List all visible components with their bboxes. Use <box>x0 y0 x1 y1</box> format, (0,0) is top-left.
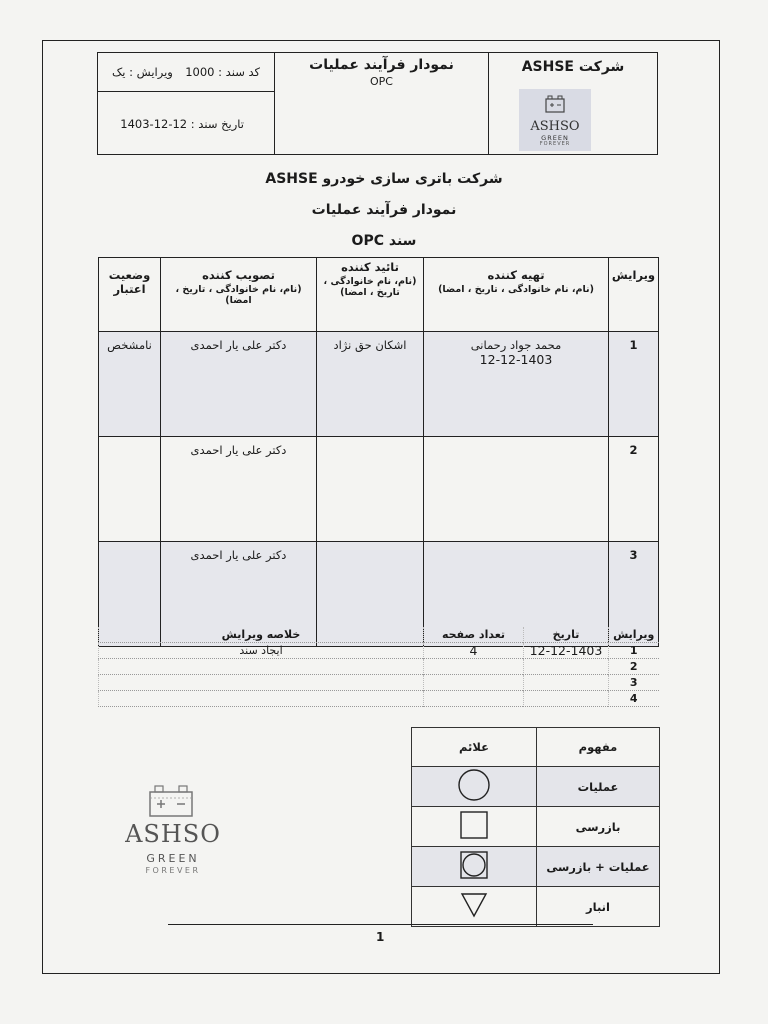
table-row: 3 <box>99 675 659 691</box>
legend-row: عملیات + بازرسی <box>412 847 660 887</box>
divider <box>98 91 274 92</box>
legend-row: انبار <box>412 887 660 927</box>
table-row: 2 دکتر علی یار احمدی <box>99 437 659 542</box>
title-line-2: نمودار فرآیند عملیات <box>311 202 457 218</box>
table-row: 4 <box>99 691 659 707</box>
col-symbol: علائم <box>412 728 537 767</box>
symbol-legend-table <box>411 727 660 927</box>
col-rev-num: ویرایش <box>609 627 659 643</box>
doc-code: کد سند : 1000 <box>185 65 260 79</box>
circle-in-square-icon <box>459 850 489 880</box>
title-line-1: شرکت باتری سازی خودرو ASHSE <box>265 171 503 187</box>
company-cell <box>489 53 658 155</box>
legend-row: عملیات <box>412 767 660 807</box>
col-prepared: تهیه کننده (نام، نام خانوادگی ، تاریخ ، امضا) <box>424 258 609 332</box>
col-validity: وضعیت اعتبار <box>99 258 161 332</box>
col-rev-date: تاریخ <box>524 627 609 643</box>
chart-title: نمودار فرآیند عملیات <box>309 57 454 73</box>
chart-code: OPC <box>370 75 393 88</box>
battery-icon <box>545 95 565 113</box>
revision-label: ویرایش : یک <box>112 65 173 79</box>
document-info-cell <box>98 53 275 155</box>
company-logo-large: ASHSO GREEN FOREVER <box>118 782 228 882</box>
circle-icon <box>457 768 491 802</box>
doc-date: تاریخ سند : 12-12-1403 <box>120 117 244 131</box>
table-row: 1 12-12-1403 4 ایجاد سند <box>99 643 659 659</box>
square-icon <box>459 810 489 840</box>
battery-icon <box>148 784 194 818</box>
company-logo: ASHSO GREEN FOREVER <box>519 89 591 151</box>
title-line-3: سند OPC <box>351 233 417 249</box>
table-row: 2 <box>99 659 659 675</box>
col-confirmed: تائید کننده (نام، نام خانوادگی ، تاریخ ، امضا) <box>317 258 424 332</box>
approvals-table <box>98 257 659 647</box>
col-rev-summary: خلاصه ویرایش <box>99 627 424 643</box>
revision-summary-table <box>98 627 659 707</box>
col-rev-pages: تعداد صفحه <box>424 627 524 643</box>
col-approved: تصویب کننده (نام، نام خانوادگی ، تاریخ ، امضا) <box>161 258 317 332</box>
col-revision: ویرایش <box>609 258 659 332</box>
legend-row: بازرسی <box>412 807 660 847</box>
page-number: 1 <box>376 930 385 944</box>
table-row: 3 دکتر علی یار احمدی <box>99 542 659 647</box>
triangle-down-icon <box>459 891 489 919</box>
document-header <box>97 52 658 155</box>
table-row: 1 محمد جواد رحمانی 12-12-1403 اشکان حق نژاد دکتر علی یار احمدی نامشخص <box>99 332 659 437</box>
footer-divider <box>168 924 593 925</box>
company-name: شرکت ASHSE <box>521 59 625 75</box>
chart-title-cell <box>275 53 489 155</box>
col-concept: مفهوم <box>537 728 660 767</box>
